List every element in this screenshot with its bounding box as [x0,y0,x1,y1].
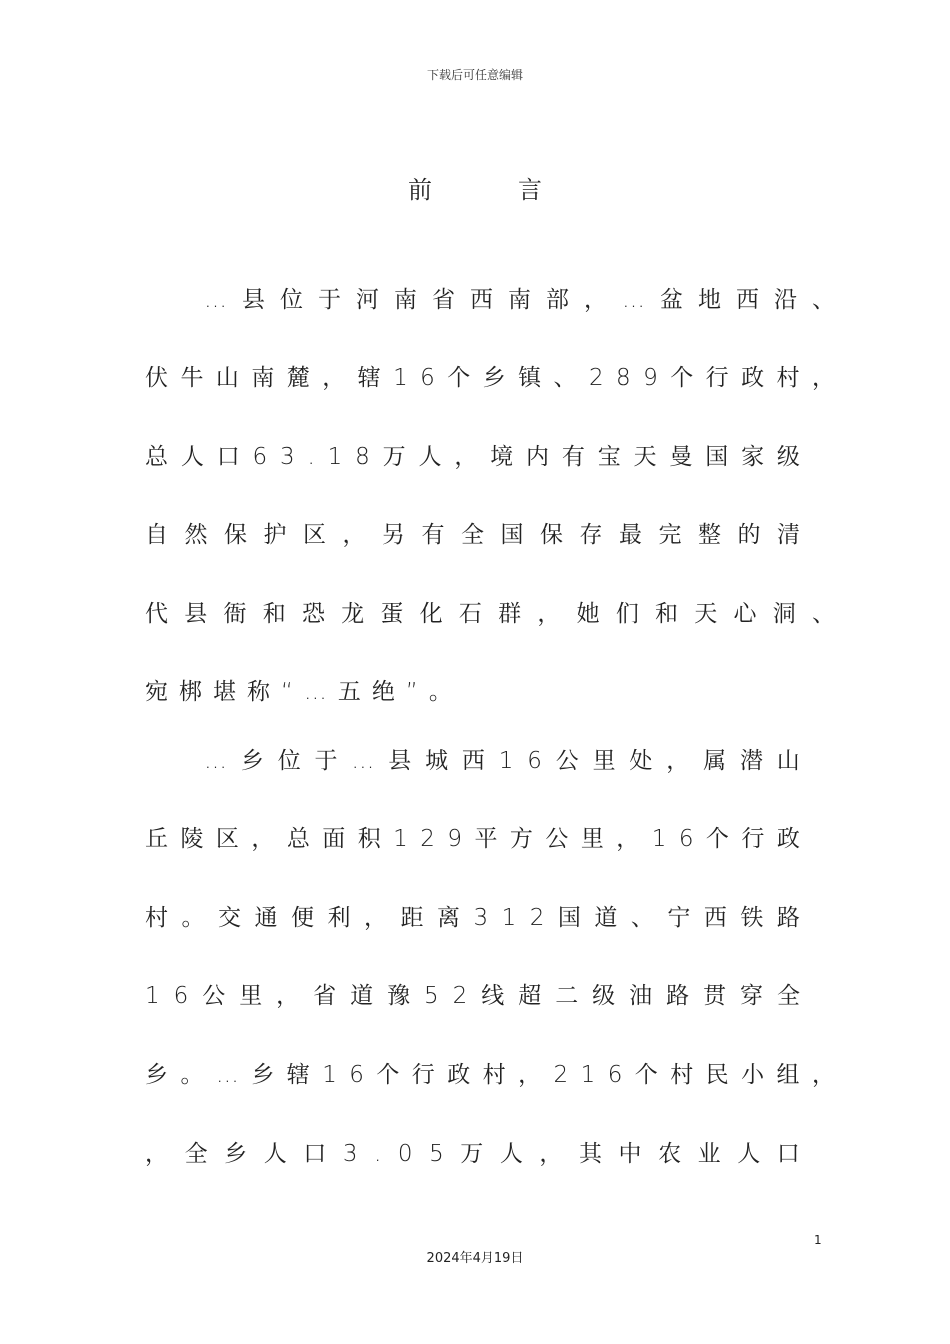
page-number: 1 [814,1233,822,1247]
body-line-7: … 乡 位 于 … 县 城 西 1 6 公 里 处 ， 属 潜 山 [204,748,800,774]
body-line-5: 代 县 衙 和 恐 龙 蛋 化 石 群 ， 她 们 和 天 心 洞 、 [145,601,835,627]
body-line-4: 自 然 保 护 区 ， 另 有 全 国 保 存 最 完 整 的 清 [145,522,800,548]
body-line-3: 总 人 口 6 3 . 1 8 万 人 ， 境 内 有 宝 天 曼 国 家 级 [145,444,800,470]
body-line-6: 宛梆堪称“…五绝”。 [145,679,463,705]
page-header: 下载后可任意编辑 [426,68,523,82]
body-line-10: 1 6 公 里 ， 省 道 豫 5 2 线 超 二 级 油 路 贯 穿 全 [145,983,800,1009]
page-title: 前言 [408,176,628,204]
footer-date: 2024年4月19日 [426,1251,524,1266]
body-line-11: 乡 。 … 乡 辖 1 6 个 行 政 村 ， 2 1 6 个 村 民 小 组 ， [145,1062,835,1088]
body-line-1: … 县 位 于 河 南 省 西 南 部 ， … 盆 地 西 沿 、 [204,287,835,313]
body-line-12: ， 全 乡 人 口 3 . 0 5 万 人 ， 其 中 农 业 人 口 [145,1141,800,1167]
body-line-9: 村 。 交 通 便 利 ， 距 离 3 1 2 国 道 、 宁 西 铁 路 [145,905,800,931]
body-line-2: 伏 牛 山 南 麓 ， 辖 1 6 个 乡 镇 、 2 8 9 个 行 政 村 ， [145,365,835,391]
body-line-8: 丘 陵 区 ， 总 面 积 1 2 9 平 方 公 里 ， 1 6 个 行 政 [145,826,800,852]
